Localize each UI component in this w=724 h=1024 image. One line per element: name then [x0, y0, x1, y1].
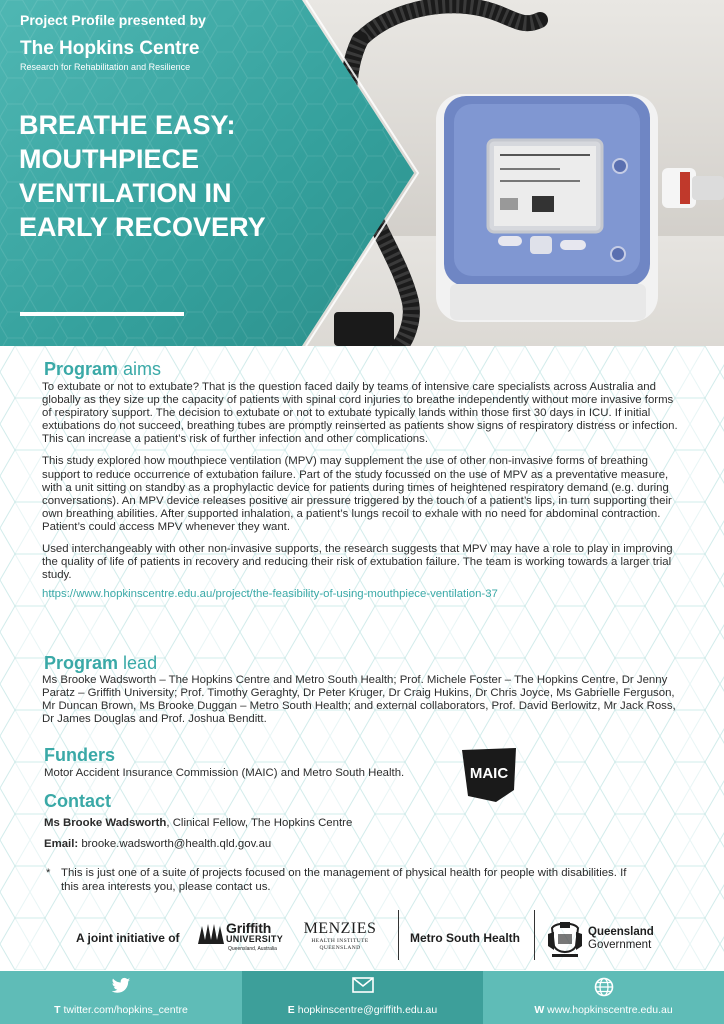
contact-person	[44, 816, 464, 830]
footer-email-address: hopkinscentre@griffith.edu.au	[294, 1004, 438, 1016]
program-lead-text: Ms Brooke Wadsworth – The Hopkins Centre and Metro South Health; Prof. Michele Foster – The Hopkins Centre, Dr Jenny Paratz – Griffith University; Prof. Timothy Geraghty, Dr Peter Kruger, Dr Craig Hukins, Dr Chris Joyce, Ms Gabrielle Ferguson, Mr Duncan Brown, Ms Brooke Duggan – Metro South Health; and external collaborators, Prof. David Berlowitz, Mr Jack Ross, Dr James Douglas and Prof. Joshua Benditt.	[42, 674, 676, 726]
aims-paragraph-2: This study explored how mouthpiece ventilation (MPV) may supplement the use of other non-invasive forms of breathing support to reduce occurrence of extubation failure. Part of the study focussed on the use of MPV as a preventative measure, with a unit sitting on standby as a prophylactic device for patients during times of heightened respiratory demand (e.g. during conversations). An MPV device releases positive air pressure triggered by the touch of a patient’s lips, in turn supporting their own breathing abilities. After supported inhalation, a patient’s lungs recoil to exhale with no need for abdominal contraction. Patient’s could access MPV whenever they want.	[42, 455, 672, 533]
program-aims-heading: Program aims	[44, 359, 162, 379]
title-line-4: EARLY RECOVERY	[19, 212, 266, 242]
joint-initiative-label: A joint initiative of	[76, 931, 180, 945]
project-link[interactable]: https://www.hopkinscentre.edu.au/project/the-feasibility-of-using-mouthpiece-ventilation-37	[42, 588, 498, 601]
hero-pretitle: Project Profile presented by	[20, 12, 206, 28]
footer-email[interactable]: E hopkinscentre@griffith.edu.au	[242, 971, 483, 1024]
queensland-government-logo-gov: Government	[588, 939, 652, 951]
footnote-text: This is just one of a suite of projects focused on the management of physical health for people with disabilities. If this area interests you, please contact us.	[61, 867, 627, 893]
title-line-1: BREATHE EASY:	[19, 110, 236, 140]
twitter-icon	[111, 977, 131, 995]
hopkins-centre-tagline: Research for Rehabilitation and Resilience	[20, 62, 191, 72]
queensland-government-logo-name: Queensland	[588, 926, 654, 938]
partner-divider	[398, 910, 399, 960]
email-label: Email:	[44, 838, 79, 850]
footnote	[46, 866, 646, 894]
contact-email	[44, 837, 464, 851]
hopkins-centre-logo-text: The Hopkins Centre	[20, 38, 200, 59]
title-line-2: MOUTHPIECE	[19, 144, 200, 174]
program-lead-section	[44, 652, 684, 726]
contact-name: Ms Brooke Wadsworth	[44, 817, 167, 829]
title-line-3: VENTILATION IN	[19, 178, 232, 208]
contact-role: , Clinical Fellow, The Hopkins Centre	[166, 817, 353, 829]
hero-banner	[0, 0, 724, 346]
partner-divider	[534, 910, 535, 960]
page-title	[19, 108, 319, 244]
partner-logos	[0, 906, 724, 970]
footer-website[interactable]: W www.hopkinscentre.edu.au	[483, 971, 724, 1024]
program-aims-section	[44, 358, 684, 601]
envelope-icon	[352, 977, 374, 993]
metro-south-health-logo: Metro South Health	[410, 931, 520, 945]
funders-heading: Funders	[44, 745, 116, 765]
contact-section	[44, 790, 464, 851]
website-url: www.hopkinscentre.edu.au	[544, 1004, 673, 1016]
footer-twitter[interactable]: T twitter.com/hopkins_centre	[0, 971, 242, 1024]
svg-text:MAIC: MAIC	[469, 765, 509, 782]
contact-footer	[0, 971, 724, 1024]
queensland-crest-icon	[546, 920, 584, 960]
maic-logo	[462, 748, 516, 802]
program-lead-heading: Program lead	[44, 653, 158, 673]
menzies-logo: MENZIES HEALTH INSTITUTE QUEENSLAND	[303, 920, 377, 951]
footnote-asterisk: *	[46, 867, 51, 879]
griffith-university-logo: Griffith UNIVERSITY Queensland, Australia	[196, 920, 226, 953]
griffith-crest-icon	[196, 920, 226, 948]
globe-icon	[594, 977, 614, 997]
contact-heading: Contact	[44, 791, 111, 811]
title-underline	[20, 312, 184, 316]
twitter-handle: twitter.com/hopkins_centre	[60, 1004, 188, 1016]
funders-text: Motor Accident Insurance Commission (MAIC) and Metro South Health.	[44, 767, 405, 779]
email-address[interactable]: brooke.wadsworth@health.qld.gov.au	[78, 838, 272, 850]
aims-paragraph-1: To extubate or not to extubate? That is the question faced daily by teams of intensive care specialists across Australia and globally as they size up the capacity of patients with spinal cord injuries to breathe independently without more invasive forms of respiratory support. The decision to extubate or not to extubate typically lands within those first 30 days in ICU. If initial extubations do not succeed, breathing tubes are promptly reinserted as patients show signs of respiratory distress or infection. This can increase a patient’s risk of further infection and other complications.	[42, 381, 678, 446]
funders-section	[44, 744, 464, 780]
aims-paragraph-3: Used interchangeably with other non-invasive supports, the research suggests that MPV may have a role to play in improving the quality of life of patients in recovery and reducing their risk of extubation failure. The team is working towards a larger trial study.	[42, 543, 673, 582]
